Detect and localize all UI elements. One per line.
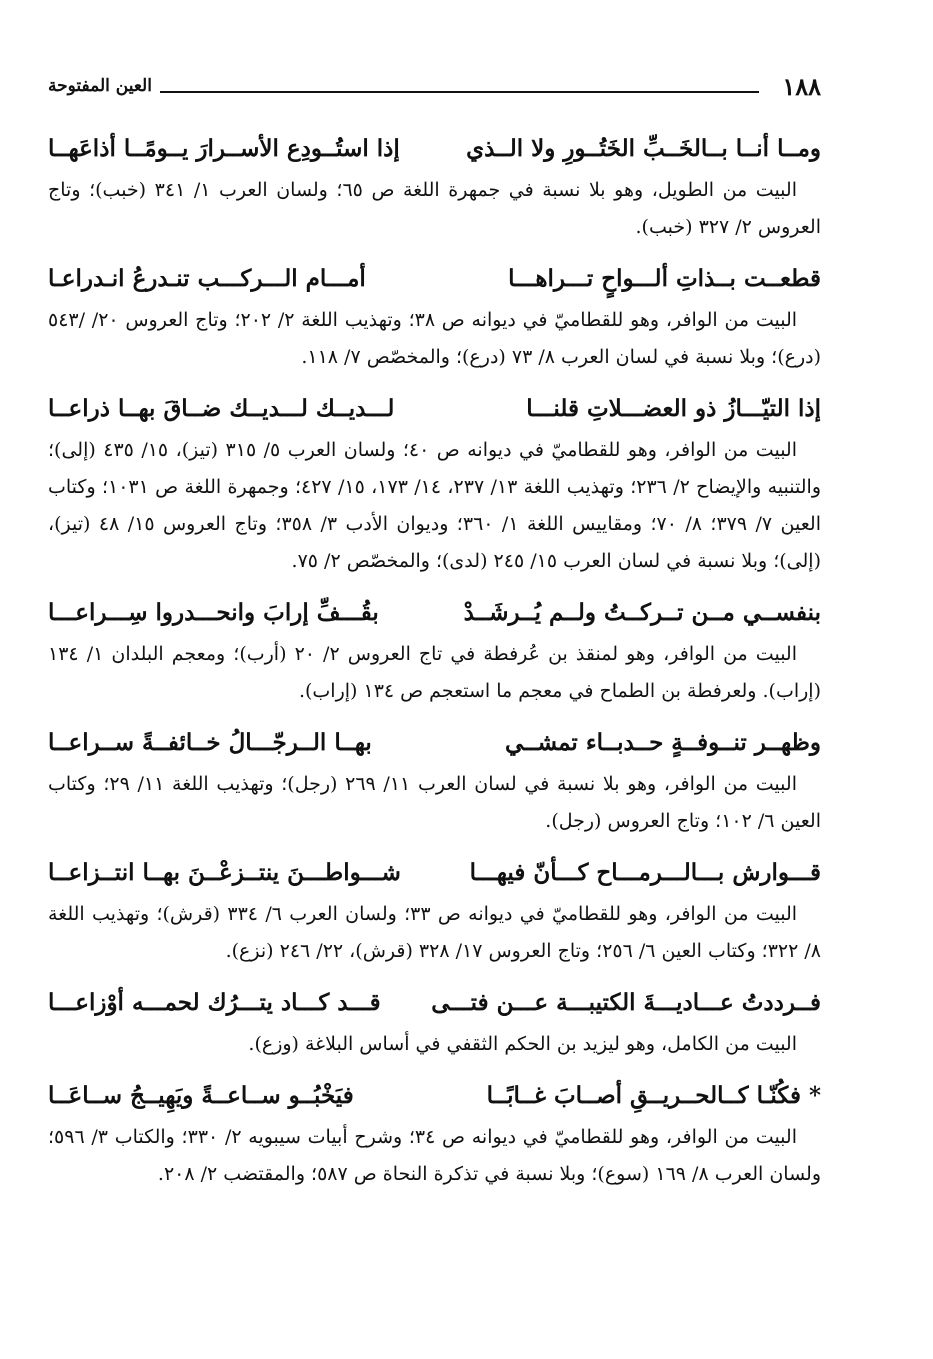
verse-entry — [48, 1071, 821, 1193]
second-hemistich: لـــديــك لـــديــك ضــاقَ بهــا ذراعــا — [48, 394, 395, 422]
second-hemistich: فيَخْبُــو ســاعــةً ويَهِيــجُ ســاعَــا — [48, 1081, 354, 1109]
verse-note: البيت من الوافر، وهو للقطاميّ في ديوانه ص ٣٤؛ وشرح أبيات سيبويه ٢/ ٣٣٠؛ والكتاب ٣/ ٥٩٦؛ ولسان العرب ٨/ ١٦٩ (سوع)؛ وبلا نسبة في تذكرة النحاة ص ٥٨٧؛ والمقتضب ٢/ ٢٠٨. — [48, 1126, 821, 1185]
verse-line — [48, 384, 821, 432]
verse-note: البيت من الوافر، وهو للقطاميّ في ديوانه ص ٤٠؛ ولسان العرب ٥/ ٣١٥ (تيز)، ١٥/ ٤٣٥ (إلى)؛ والتنبيه والإيضاح ٢/ ٢٣٦؛ وتهذيب اللغة ١٣/ ٢٣٧، ١٤/ ١٧٣، ١٥/ ٤٢٧؛ وجمهرة اللغة ص ١٠٣١؛ وكتاب العين ٧/ ٣٧٩؛ ٨/ ٧٠؛ ومقاييس اللغة ١/ ٣٦٠؛ وديوان الأدب ٣/ ٣٥٨؛ وتاج العروس ١٥/ ٤٨ (تيز)، (إلى)؛ وبلا نسبة في لسان العرب ١٥/ ٢٤٥ (لدى)؛ والمخصّص ٢/ ٧٥. — [48, 439, 821, 572]
page-number: ١٨٨ — [782, 72, 821, 101]
verse-note: البيت من الوافر، وهو بلا نسبة في لسان العرب ١١/ ٢٦٩ (رجل)؛ وتهذيب اللغة ١١/ ٢٩؛ وكتاب العين ٦/ ١٠٢؛ وتاج العروس (رجل). — [48, 773, 821, 832]
verse-line — [48, 254, 821, 302]
verse-note: البيت من الطويل، وهو بلا نسبة في جمهرة اللغة ص ٦٥؛ ولسان العرب ١/ ٣٤١ (خبب)؛ وتاج العروس ٢/ ٣٢٧ (خبب). — [48, 179, 821, 238]
verse-entry — [48, 978, 821, 1063]
first-hemistich: قـــوارش بـــالـــرمـــاح كـــأنّ فيهـــا — [469, 858, 821, 886]
first-hemistich: فــرددتُ عـــاديـــةَ الكتيبـــة عـــن فتـــى — [431, 988, 821, 1016]
verse-line — [48, 978, 821, 1026]
second-hemistich: قـــد كـــاد يتـــرُك لحمـــه أوْزاعـــا — [48, 988, 381, 1016]
second-hemistich: شـــواطـــنَ ينتــزعْــنَ بهــا انتــزاعــا — [48, 858, 401, 886]
running-title: العين المفتوحة — [48, 76, 152, 96]
second-hemistich: إذا استُــودِع الأســرارَ يــومًــا أذاعَهــا — [48, 134, 400, 162]
verse-line — [48, 1071, 821, 1119]
verse-entry — [48, 718, 821, 840]
verse-note: البيت من الوافر، وهو للقطاميّ في ديوانه ص ٣٣؛ ولسان العرب ٦/ ٣٣٤ (قرش)؛ وتهذيب اللغة ٨/ ٣٢٢؛ وكتاب العين ٦/ ٢٥٦؛ وتاج العروس ١٧/ ٣٢٨ (قرش)، ٢٢/ ٢٤٦ (نزع). — [48, 903, 821, 962]
verse-entry — [48, 124, 821, 246]
header-rule — [160, 91, 759, 93]
verse-entry — [48, 384, 821, 580]
verse-note: البيت من الكامل، وهو ليزيد بن الحكم الثقفي في أساس البلاغة (وزع). — [248, 1033, 797, 1055]
verse-note: البيت من الوافر، وهو للقطاميّ في ديوانه ص ٣٨؛ وتهذيب اللغة ٢/ ٢٠٢؛ وتاج العروس ٢٠/ /٥٤٣ (درع)؛ وبلا نسبة في لسان العرب ٨/ ٧٣ (درع)؛ والمخصّص ٧/ ١١٨. — [48, 309, 821, 368]
verse-line — [48, 718, 821, 766]
second-hemistich: أمـــام الـــركـــب تنـدرعُ انـدراعـا — [48, 264, 366, 292]
second-hemistich: بهــا الــرجّـــالُ خــائفــةً ســراعــا — [48, 728, 372, 756]
first-hemistich: قطعــت بــذاتِ ألـــواحٍ تـــراهـــا — [508, 264, 821, 292]
page-header — [48, 72, 821, 102]
first-hemistich: إذا التيّـــازُ ذو العضـــلاتِ قلنـــا — [526, 394, 821, 422]
second-hemistich: بقُـــفِّ إرابَ وانحـــدروا سِـــراعـــا — [48, 598, 379, 626]
first-hemistich: وظهــر تنــوفــةٍ حــدبــاء تمشــي — [504, 728, 821, 756]
verse-entry — [48, 588, 821, 710]
verse-line — [48, 848, 821, 896]
verse-entry — [48, 254, 821, 376]
page-body — [48, 124, 821, 1201]
first-hemistich: بنفســي مــن تــركــتُ ولــم يُــرشَــدْ — [463, 598, 821, 626]
verse-entry — [48, 848, 821, 970]
verse-line — [48, 124, 821, 172]
verse-line — [48, 588, 821, 636]
verse-note: البيت من الوافر، وهو لمنقذ بن عُرفطة في تاج العروس ٢/ ٢٠ (أرب)؛ ومعجم البلدان ١/ ١٣٤ (إراب). ولعرفطة بن الطماح في معجم ما استعجم ص ١٣٤ (إراب). — [48, 643, 821, 702]
first-hemistich: * فكُنّـا كــالحــريــقِ أصــابَ غــابًــا — [486, 1081, 821, 1109]
first-hemistich: ومــا أنــا بــالخَــبِّ الخَتُــورِ ولا الــذي — [466, 134, 821, 162]
